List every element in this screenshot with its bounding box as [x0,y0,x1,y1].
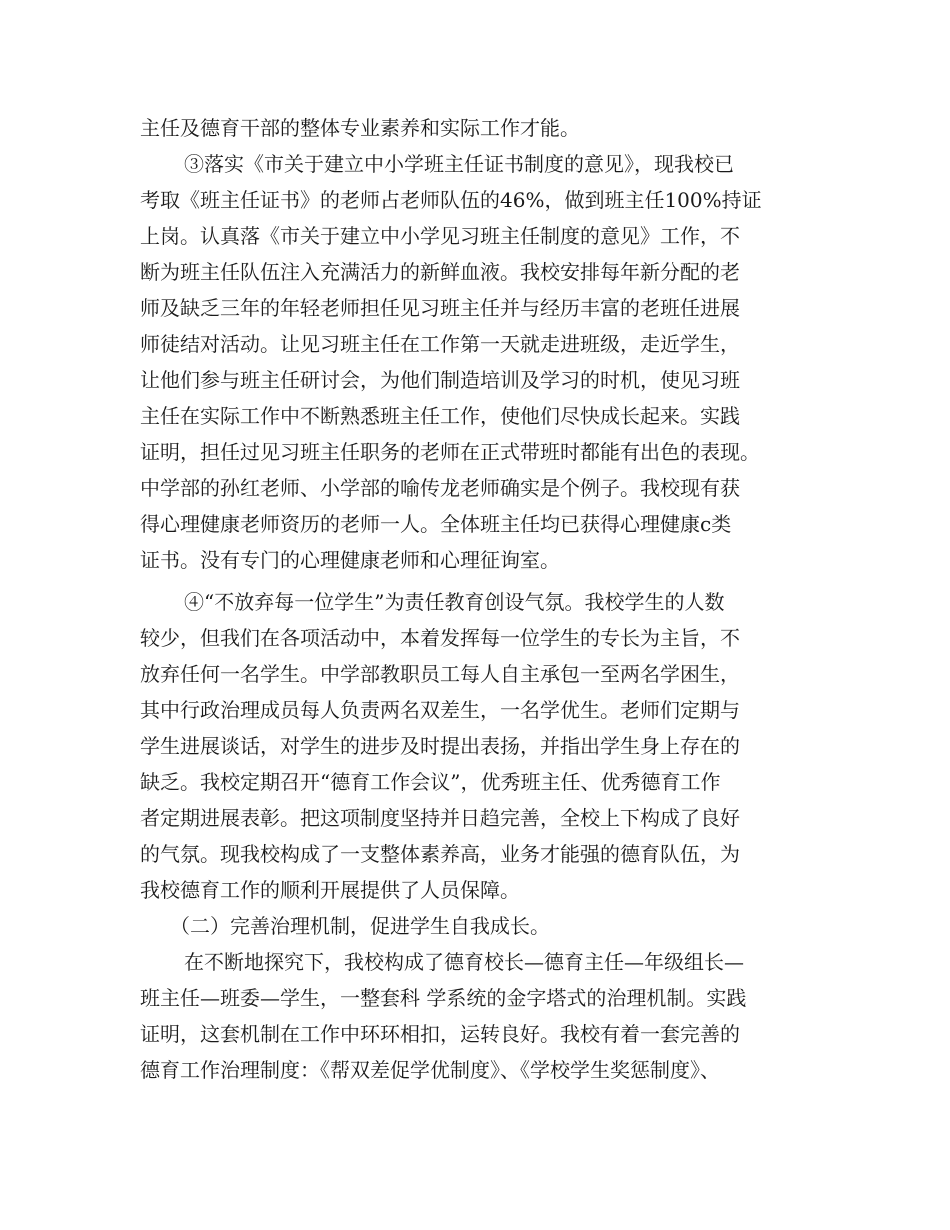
text-line: 证明，这套机制在工作中环环相扣，运转良好。我校有着一套完善的 [140,1022,740,1046]
text-line: ④“不放弃每一位学生”为责任教育创设气氛。我校学生的人数 [184,590,725,614]
text-line: 放弃任何一名学生。中学部教职员工每人自主承包一至两名学困生， [140,662,740,686]
text-line: 德育工作治理制度：《帮双差促学优制度》、《学校学生奖惩制度》、 [140,1058,720,1082]
text-line: 班主任—班委—学生，一整套科 学系统的金字塔式的治理机制。实践 [140,986,747,1010]
text-line: 较少，但我们在各项活动中，本着发挥每一位学生的专长为主旨，不 [140,626,740,650]
text-line: 中学部的孙红老师、小学部的喻传龙老师确实是个例子。我校现有获 [140,476,740,500]
text-line: 者定期进展表彰。把这项制度坚持并日趋完善，全校上下构成了良好 [140,806,740,830]
text-line: 让他们参与班主任研讨会，为他们制造培训及学习的时机，使见习班 [140,368,740,392]
text-line: 缺乏。我校定期召开“德育工作会议”，优秀班主任、优秀德育工作 [140,770,721,794]
text-line: 证书。没有专门的心理健康老师和心理征询室。 [140,548,560,572]
text-line: 的气氛。现我校构成了一支整体素养高，业务才能强的德育队伍，为 [140,842,740,866]
section-heading: （二）完善治理机制，促进学生自我成长。 [170,914,550,938]
text-line: 证明，担任过见习班主任职务的老师在正式带班时都能有出色的表现。 [140,440,760,464]
text-line: 主任及德育干部的整体专业素养和实际工作才能。 [140,116,580,140]
text-line: 上岗。认真落《市关于建立中小学见习班主任制度的意见》工作，不 [140,224,740,248]
text-line: 师徒结对活动。让见习班主任在工作第一天就走进班级，走近学生， [140,332,740,356]
text-line: 得心理健康老师资历的老师一人。全体班主任均已获得心理健康c类 [140,512,732,536]
text-line: 师及缺乏三年的年轻老师担任见习班主任并与经历丰富的老班任进展 [140,296,740,320]
text-line: 断为班主任队伍注入充满活力的新鲜血液。我校安排每年新分配的老 [140,260,740,284]
text-line: 在不断地探究下，我校构成了德育校长—德育主任—年级组长— [184,950,744,974]
text-line: 学生进展谈话，对学生的进步及时提出表扬，并指出学生身上存在的 [140,734,740,758]
text-line: 我校德育工作的顺利开展提供了人员保障。 [140,878,520,902]
text-line: ③落实《市关于建立中小学班主任证书制度的意见》，现我校已 [184,152,734,176]
text-line: 其中行政治理成员每人负责两名双差生，一名学优生。老师们定期与 [140,698,740,722]
text-line: 主任在实际工作中不断熟悉班主任工作，使他们尽快成长起来。实践 [140,404,740,428]
text-line: 考取《班主任证书》的老师占老师队伍的46%，做到班主任100%持证 [140,188,762,212]
